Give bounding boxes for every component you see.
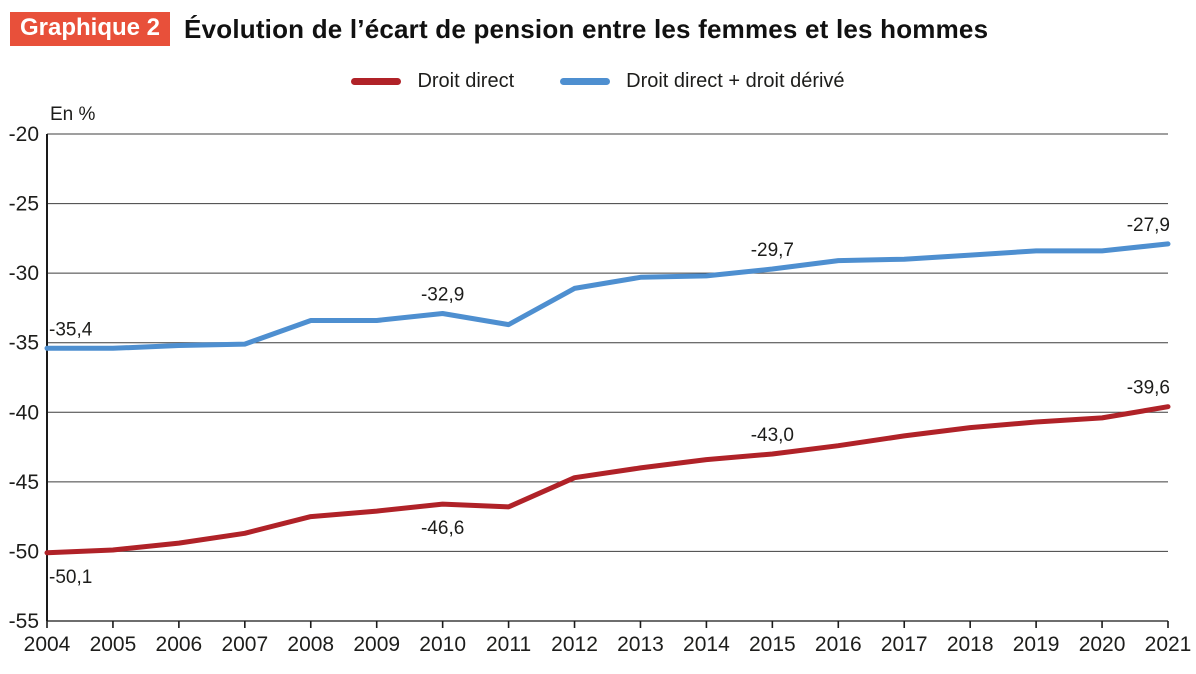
x-tick-label: 2019 [1012,633,1060,656]
x-tick-label: 2017 [880,633,928,656]
graphique-badge: Graphique 2 [10,12,170,46]
y-axis-unit-label: En % [50,104,96,125]
series-line-droit-direct-droit-d-riv- [47,244,1168,348]
x-tick-label: 2007 [221,633,269,656]
x-tick-label: 2006 [155,633,203,656]
y-tick-label: -45 [8,470,39,494]
data-label: -27,9 [1126,214,1170,236]
x-tick-label: 2010 [419,633,467,656]
x-tick-label: 2015 [748,633,796,656]
gridlines [47,134,1168,621]
legend-label: Droit direct + droit dérivé [626,70,845,92]
x-tick-label: 2013 [617,633,664,656]
data-label: -29,7 [750,239,795,261]
data-label: -50,1 [49,566,93,588]
x-tick-label: 2008 [287,633,335,656]
data-label: -46,6 [420,518,465,540]
y-axis-tick-labels [9,123,39,633]
x-tick-label: 2009 [353,633,401,656]
data-label: -39,6 [1126,377,1170,399]
legend-label: Droit direct [417,70,515,92]
y-tick-label: -40 [8,401,39,425]
data-label: -32,9 [420,284,465,306]
y-tick-label: -50 [8,540,39,564]
x-axis-tick-labels [24,621,1192,656]
y-tick-label: -25 [8,192,39,216]
x-tick-label: 2021 [1144,633,1192,656]
y-tick-label: -30 [8,262,39,286]
y-tick-label: -55 [8,610,39,633]
x-tick-label: 2016 [814,633,862,656]
x-tick-label: 2014 [683,633,730,656]
page-title: Évolution de l’écart de pension entre les femmes et les hommes [184,13,989,44]
data-label: -43,0 [750,425,795,447]
x-tick-label: 2005 [89,633,137,656]
x-tick-label: 2004 [23,633,71,656]
data-annotations [49,215,1170,588]
x-tick-label: 2011 [486,633,532,656]
x-tick-label: 2012 [551,633,598,656]
x-tick-label: 2020 [1078,633,1126,656]
y-tick-label: -20 [8,123,39,146]
series-line-droit-direct [47,407,1168,553]
data-label: -35,4 [49,319,93,341]
x-tick-label: 2018 [946,633,994,656]
y-tick-label: -35 [8,331,39,355]
